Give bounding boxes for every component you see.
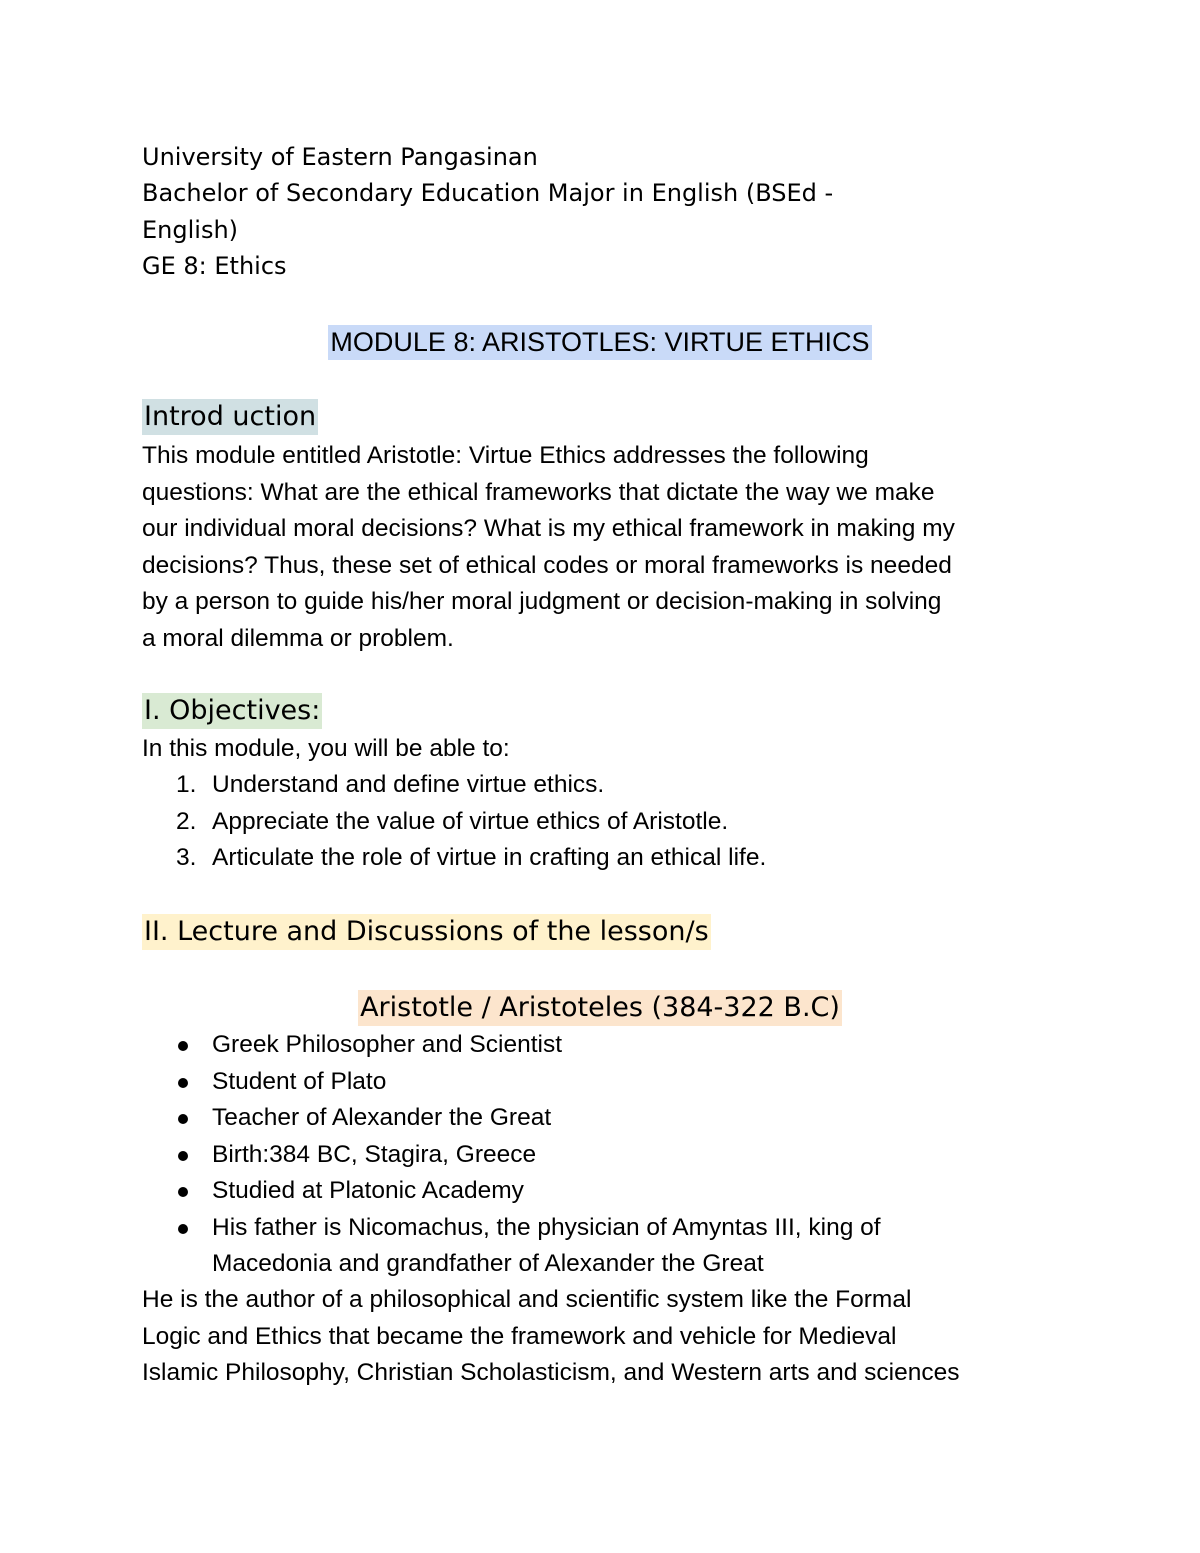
program-name-line1: Bachelor of Secondary Education Major in English (BSEd -	[142, 179, 834, 207]
bullet-icon	[178, 1187, 188, 1197]
fact-item-continuation	[142, 1246, 881, 1283]
lecture-heading: II. Lecture and Discussions of the lesson/s	[142, 914, 711, 950]
fact-item	[142, 1064, 881, 1101]
fact-text: Student of Plato	[212, 1067, 387, 1095]
introduction-line: This module entitled Aristotle: Virtue Ethics addresses the following	[142, 442, 869, 469]
fact-text: Macedonia and grandfather of Alexander the Great	[212, 1250, 764, 1277]
introduction-line: our individual moral decisions? What is my ethical framework in making my	[142, 515, 955, 542]
fact-text: His father is Nicomachus, the physician of Amyntas III, king of	[212, 1213, 881, 1241]
objective-text: Appreciate the value of virtue ethics of Aristotle.	[212, 807, 729, 835]
fact-item	[142, 1210, 881, 1247]
introduction-line: a moral dilemma or problem.	[142, 624, 454, 652]
program-name-line2: English)	[142, 216, 239, 244]
module-title-row	[0, 322, 1200, 362]
aristotle-title: Aristotle / Aristoteles (384-322 B.C)	[358, 990, 842, 1026]
introduction-line: questions: What are the ethical frameworks that dictate the way we make	[142, 478, 935, 506]
objective-number: 3.	[176, 844, 197, 871]
fact-text: Greek Philosopher and Scientist	[212, 1031, 562, 1058]
objectives-heading-row	[142, 691, 322, 731]
objective-number: 2.	[176, 807, 197, 835]
bullet-icon	[178, 1224, 188, 1234]
objective-number: 1.	[176, 771, 197, 798]
introduction-line: by a person to guide his/her moral judgment or decision-making in solving	[142, 588, 942, 615]
fact-text: Teacher of Alexander the Great	[212, 1104, 552, 1131]
fact-item	[142, 1173, 881, 1210]
objective-item	[142, 840, 766, 877]
introduction-line: decisions? Thus, these set of ethical codes or moral frameworks is needed	[142, 551, 952, 579]
university-name: University of Eastern Pangasinan	[142, 143, 538, 171]
aristotle-summary-paragraph	[142, 1282, 1082, 1392]
aristotle-title-row	[0, 988, 1200, 1028]
module-title: MODULE 8: ARISTOTLES: VIRTUE ETHICS	[328, 325, 871, 360]
fact-item	[142, 1027, 881, 1064]
introduction-paragraph	[142, 438, 1082, 657]
course-name: GE 8: Ethics	[142, 252, 287, 280]
bullet-icon	[178, 1078, 188, 1088]
objectives-intro: In this module, you will be able to:	[142, 735, 510, 762]
fact-item	[142, 1100, 881, 1137]
objective-text: Understand and define virtue ethics.	[212, 771, 605, 798]
summary-line: Logic and Ethics that became the framework and vehicle for Medieval	[142, 1322, 897, 1350]
objective-item	[142, 804, 766, 841]
objectives-heading: I. Objectives:	[142, 693, 322, 729]
fact-item	[142, 1137, 881, 1174]
bullet-icon	[178, 1041, 188, 1051]
aristotle-facts-list	[142, 1027, 881, 1283]
fact-text: Studied at Platonic Academy	[212, 1177, 524, 1204]
introduction-heading-row	[142, 397, 318, 437]
summary-line: He is the author of a philosophical and scientific system like the Formal	[142, 1286, 912, 1313]
summary-line: Islamic Philosophy, Christian Scholasticism, and Western arts and sciences	[142, 1359, 960, 1386]
objective-text: Articulate the role of virtue in crafting an ethical life.	[212, 844, 767, 871]
introduction-heading: Introd uction	[142, 399, 318, 435]
objective-item	[142, 767, 766, 804]
fact-text: Birth:384 BC, Stagira, Greece	[212, 1140, 537, 1168]
objectives-list	[142, 767, 766, 877]
bullet-icon	[178, 1151, 188, 1161]
lecture-heading-row	[142, 912, 711, 952]
bullet-icon	[178, 1114, 188, 1124]
